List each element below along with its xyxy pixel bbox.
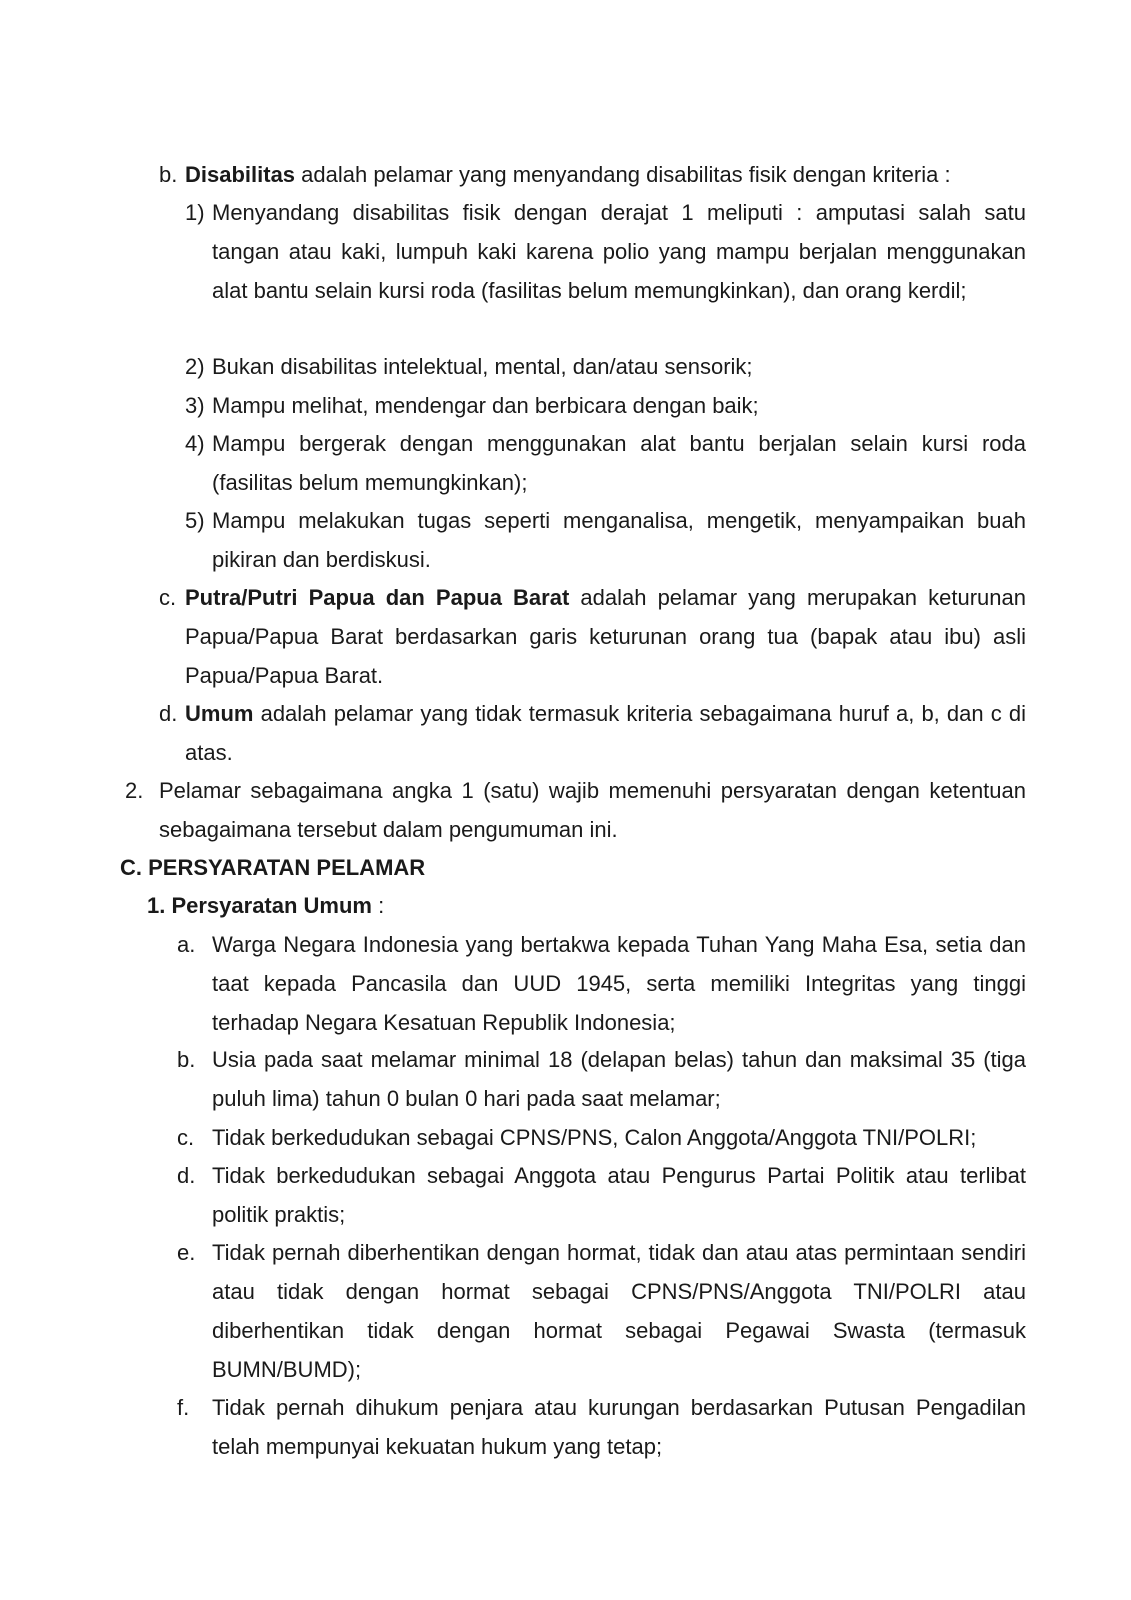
term-definition: adalah pelamar yang merupakan keturunan Papua/Papua Barat berdasarkan garis keturunan orang tua (bapak atau ibu) asli Papua/Papua Barat.: [185, 585, 1026, 688]
list-marker: b.: [177, 1047, 196, 1072]
list-marker: 2.: [125, 778, 144, 803]
list-marker: 2): [185, 354, 205, 379]
point-text: Pelamar sebagaimana angka 1 (satu) wajib memenuhi persyaratan dengan ketentuan sebagaimana tersebut dalam pengumuman ini.: [159, 778, 1026, 842]
list-marker: d.: [159, 701, 178, 726]
term-definition: adalah pelamar yang menyandang disabilitas fisik dengan kriteria :: [301, 162, 951, 187]
list-marker: b.: [159, 162, 178, 187]
list-marker: c.: [177, 1125, 195, 1150]
list-item-text: Bukan disabilitas intelektual, mental, dan/atau sensorik;: [212, 354, 753, 379]
requirement-item: [177, 1388, 1026, 1466]
list-item-text: Mampu bergerak dengan menggunakan alat bantu berjalan selain kursi roda (fasilitas belum memungkinkan);: [212, 431, 1026, 495]
list-marker: 4): [185, 431, 205, 456]
category-disabilitas: [159, 155, 1026, 194]
category-papua: [159, 578, 1026, 695]
list-marker: f.: [177, 1395, 190, 1420]
subsection-label: 1. Persyaratan Umum: [147, 893, 372, 918]
requirement-item: [177, 1040, 1026, 1118]
subsection-colon: :: [378, 893, 385, 918]
list-marker: 1): [185, 200, 205, 225]
requirement-item: [177, 1233, 1026, 1389]
list-item: [185, 424, 1026, 502]
requirement-text: Tidak berkedudukan sebagai CPNS/PNS, Calon Anggota/Anggota TNI/POLRI;: [212, 1125, 977, 1150]
list-marker: a.: [177, 932, 196, 957]
requirement-text: Warga Negara Indonesia yang bertakwa kepada Tuhan Yang Maha Esa, setia dan taat kepada Pancasila dan UUD 1945, serta memiliki Integritas yang tinggi terhadap Negara Kesatuan Republik Indonesia;: [212, 932, 1026, 1035]
list-marker: d.: [177, 1163, 196, 1188]
list-marker: c.: [159, 585, 177, 610]
list-item: [185, 193, 1026, 310]
list-item-text: Menyandang disabilitas fisik dengan derajat 1 meliputi : amputasi salah satu tangan atau kaki, lumpuh kaki karena polio yang mampu berjalan menggunakan alat bantu selain kursi roda (fasilitas belum memungkinkan), dan orang kerdil;: [212, 200, 1026, 303]
requirement-text: Tidak berkedudukan sebagai Anggota atau Pengurus Partai Politik atau terlibat politik praktis;: [212, 1163, 1026, 1227]
list-marker: e.: [177, 1240, 196, 1265]
section-heading: C. PERSYARATAN PELAMAR: [120, 855, 426, 880]
term-label: Umum: [185, 701, 254, 726]
point-2: [125, 771, 1026, 849]
term-label: Disabilitas: [185, 162, 296, 187]
list-item-text: Mampu melakukan tugas seperti menganalisa, mengetik, menyampaikan buah pikiran dan berdiskusi.: [212, 508, 1026, 572]
list-item: [185, 347, 1026, 386]
list-item-text: Mampu melihat, mendengar dan berbicara dengan baik;: [212, 393, 759, 418]
list-item: [185, 501, 1026, 579]
requirement-item: [177, 1118, 1026, 1157]
category-umum: [159, 694, 1026, 772]
requirement-text: Usia pada saat melamar minimal 18 (delapan belas) tahun dan maksimal 35 (tiga puluh lima) tahun 0 bulan 0 hari pada saat melamar;: [212, 1047, 1026, 1111]
subsection-heading: [147, 886, 384, 925]
requirement-text: Tidak pernah diberhentikan dengan hormat, tidak dan atau atas permintaan sendiri atau tidak dengan hormat sebagai CPNS/PNS/Anggota TNI/POLRI atau diberhentikan tidak dengan hormat sebagai Pegawai Swasta (termasuk BUMN/BUMD);: [212, 1240, 1026, 1382]
requirement-item: [177, 1156, 1026, 1234]
list-item: [185, 386, 1026, 425]
term-label: Putra/Putri Papua dan Papua Barat: [185, 585, 570, 610]
requirement-text: Tidak pernah dihukum penjara atau kurungan berdasarkan Putusan Pengadilan telah mempunyai kekuatan hukum yang tetap;: [212, 1395, 1026, 1459]
list-marker: 3): [185, 393, 205, 418]
requirement-item: [177, 925, 1026, 1042]
list-marker: 5): [185, 508, 205, 533]
term-definition: adalah pelamar yang tidak termasuk kriteria sebagaimana huruf a, b, dan c di atas.: [185, 701, 1026, 765]
